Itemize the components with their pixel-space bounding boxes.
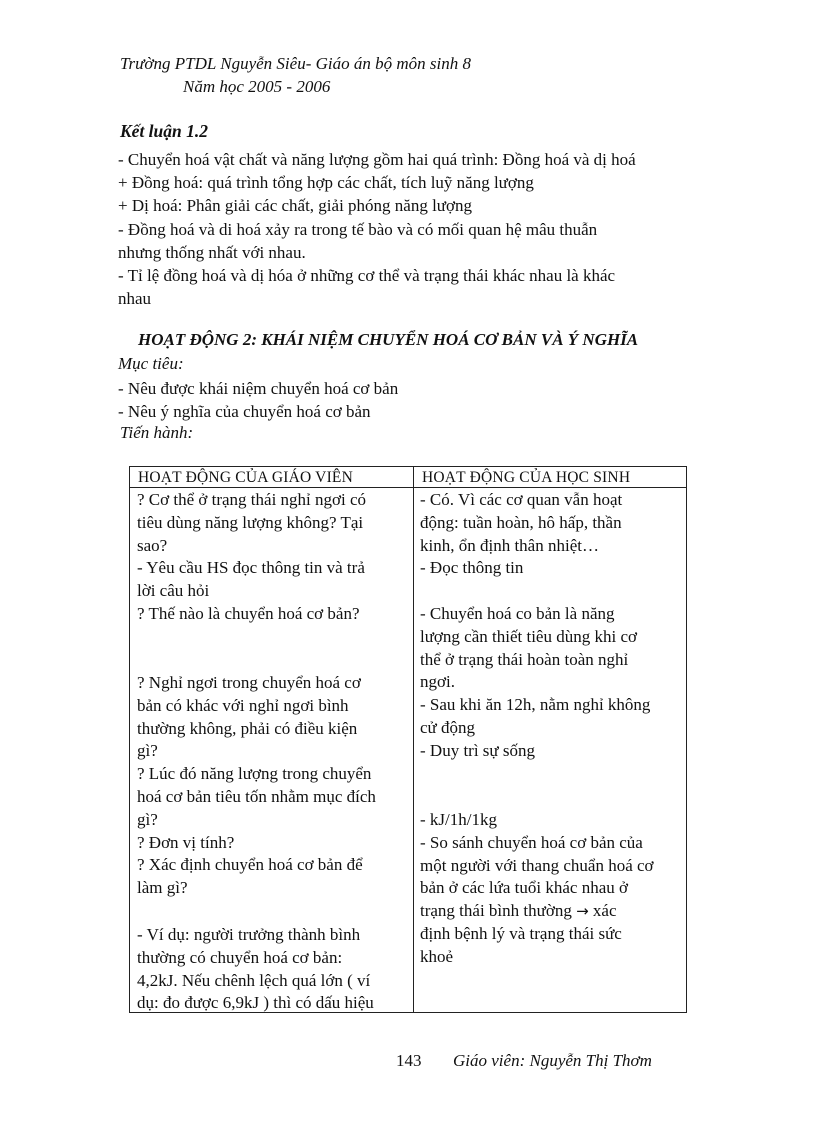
teacher-line: ? Cơ thể ở trạng thái nghỉ ngơi có [137,490,367,509]
student-line: ngơi. [420,672,455,692]
header-divider [130,487,686,488]
activity-title: HOẠT ĐỘNG 2: KHÁI NIỆM CHUYỂN HOÁ CƠ BẢN VÀ Ý NGHĨA [138,330,639,349]
conclusion-line: nhưng thống nhất với nhau. [118,242,306,262]
student-text: xác [592,901,617,921]
conclusion-line: - Tỉ lệ đồng hoá và dị hóa ở những cơ thể và trạng thái khác nhau là khác [118,266,616,286]
teacher-line: ? Lúc đó năng lượng trong chuyển [137,764,372,784]
objective-item: - Nêu ý nghĩa của chuyển hoá cơ bản [118,402,371,421]
student-line: cử động [420,717,476,737]
conclusion-body [118,148,698,310]
school-header: Trường PTDL Nguyễn Siêu- Giáo án bộ môn sinh 8 [120,54,471,73]
teacher-line: gì? [137,809,158,829]
conclusion-line: - Đồng hoá và di hoá xảy ra trong tế bào và có mối quan hệ mâu thuẫn [118,219,598,239]
teacher-line: lời câu hỏi [137,581,210,601]
procedure-label: Tiến hành: [120,423,194,442]
student-cell [420,603,650,763]
student-line: - Sau khi ăn 12h, nằm nghỉ không [420,695,651,715]
conclusion-title: Kết luận 1.2 [120,121,209,141]
student-text: trạng thái bình thường [420,901,572,921]
teacher-cell [137,672,376,900]
teacher-line: làm gì? [137,878,188,898]
teacher-line: ? Xác định chuyển hoá cơ bản để [137,855,363,875]
student-line: động: tuần hoàn, hô hấp, thần [420,512,622,532]
teacher-line: thường không, phải có điều kiện [137,718,358,738]
teacher-line: - Yêu cầu HS đọc thông tin và trả [137,558,365,578]
objectives-list [118,377,398,423]
teacher-line: dụ: đo được 6,9kJ ) thì có dấu hiệu [137,993,374,1013]
teacher-line: tiêu dùng năng lượng không? Tại [137,512,364,532]
teacher-line: 4,2kJ. Nếu chênh lệch quá lớn ( ví [137,970,371,990]
student-cell [420,809,654,969]
objective-item: - Nêu được khái niệm chuyển hoá cơ bản [118,379,399,398]
activity-table [129,466,687,1013]
teacher-line: gì? [137,741,158,761]
teacher-line: bản có khác với nghỉ ngơi bình [137,695,349,715]
student-line: - Đọc thông tin [420,558,524,578]
teacher-line: ? Thế nào là chuyển hoá cơ bản? [137,603,360,623]
page-number: 143 [396,1051,422,1070]
student-cell [420,489,622,580]
teacher-column-header: HOẠT ĐỘNG CỦA GIÁO VIÊN [138,469,353,486]
conclusion-line: + Đồng hoá: quá trình tổng hợp các chất, tích luỹ năng lượng [118,173,534,193]
teacher-line: ? Đơn vị tính? [137,832,235,852]
student-line: - Chuyển hoá co bản là năng [420,604,615,623]
conclusion-line: nhau [118,289,152,309]
teacher-line: ? Nghỉ ngơi trong chuyển hoá cơ [137,673,361,692]
student-line [420,900,654,923]
objective-label: Mục tiêu: [118,354,184,373]
student-line: bản ở các lứa tuổi khác nhau ở [420,878,628,898]
conclusion-line: - Chuyển hoá vật chất và năng lượng gồm hai quá trình: Đồng hoá và dị hoá [118,150,636,169]
teacher-line: thường có chuyển hoá cơ bản: [137,947,343,967]
student-line: một người với thang chuẩn hoá cơ [420,855,654,875]
teacher-cell [137,489,366,626]
column-divider [413,467,414,1012]
student-line: kinh, ổn định thân nhiệt… [420,535,599,555]
teacher-line: - Ví dụ: người trưởng thành bình [137,925,361,944]
conclusion-line: + Dị hoá: Phân giải các chất, giải phóng năng lượng [118,196,473,216]
student-line: - So sánh chuyển hoá cơ bản của [420,832,643,852]
arrow-right-icon: → [576,902,589,921]
student-line: - Duy trì sự sống [420,740,535,760]
student-line: lượng cần thiết tiêu dùng khi cơ [420,626,637,646]
student-line: khoẻ [420,946,454,966]
teacher-cell [137,924,374,1015]
teacher-line: sao? [137,535,168,555]
student-column-header: HOẠT ĐỘNG CỦA HỌC SINH [422,469,631,486]
school-year: Năm học 2005 - 2006 [183,77,331,96]
teacher-name: Giáo viên: Nguyễn Thị Thơm [453,1051,652,1070]
student-line: thể ở trạng thái hoàn toàn nghỉ [420,649,629,669]
student-line: - Có. Vì các cơ quan vẫn hoạt [420,490,623,509]
student-line: - kJ/1h/1kg [420,810,497,829]
student-line: định bệnh lý và trạng thái sức [420,923,622,943]
teacher-line: hoá cơ bản tiêu tốn nhằm mục đích [137,786,376,806]
